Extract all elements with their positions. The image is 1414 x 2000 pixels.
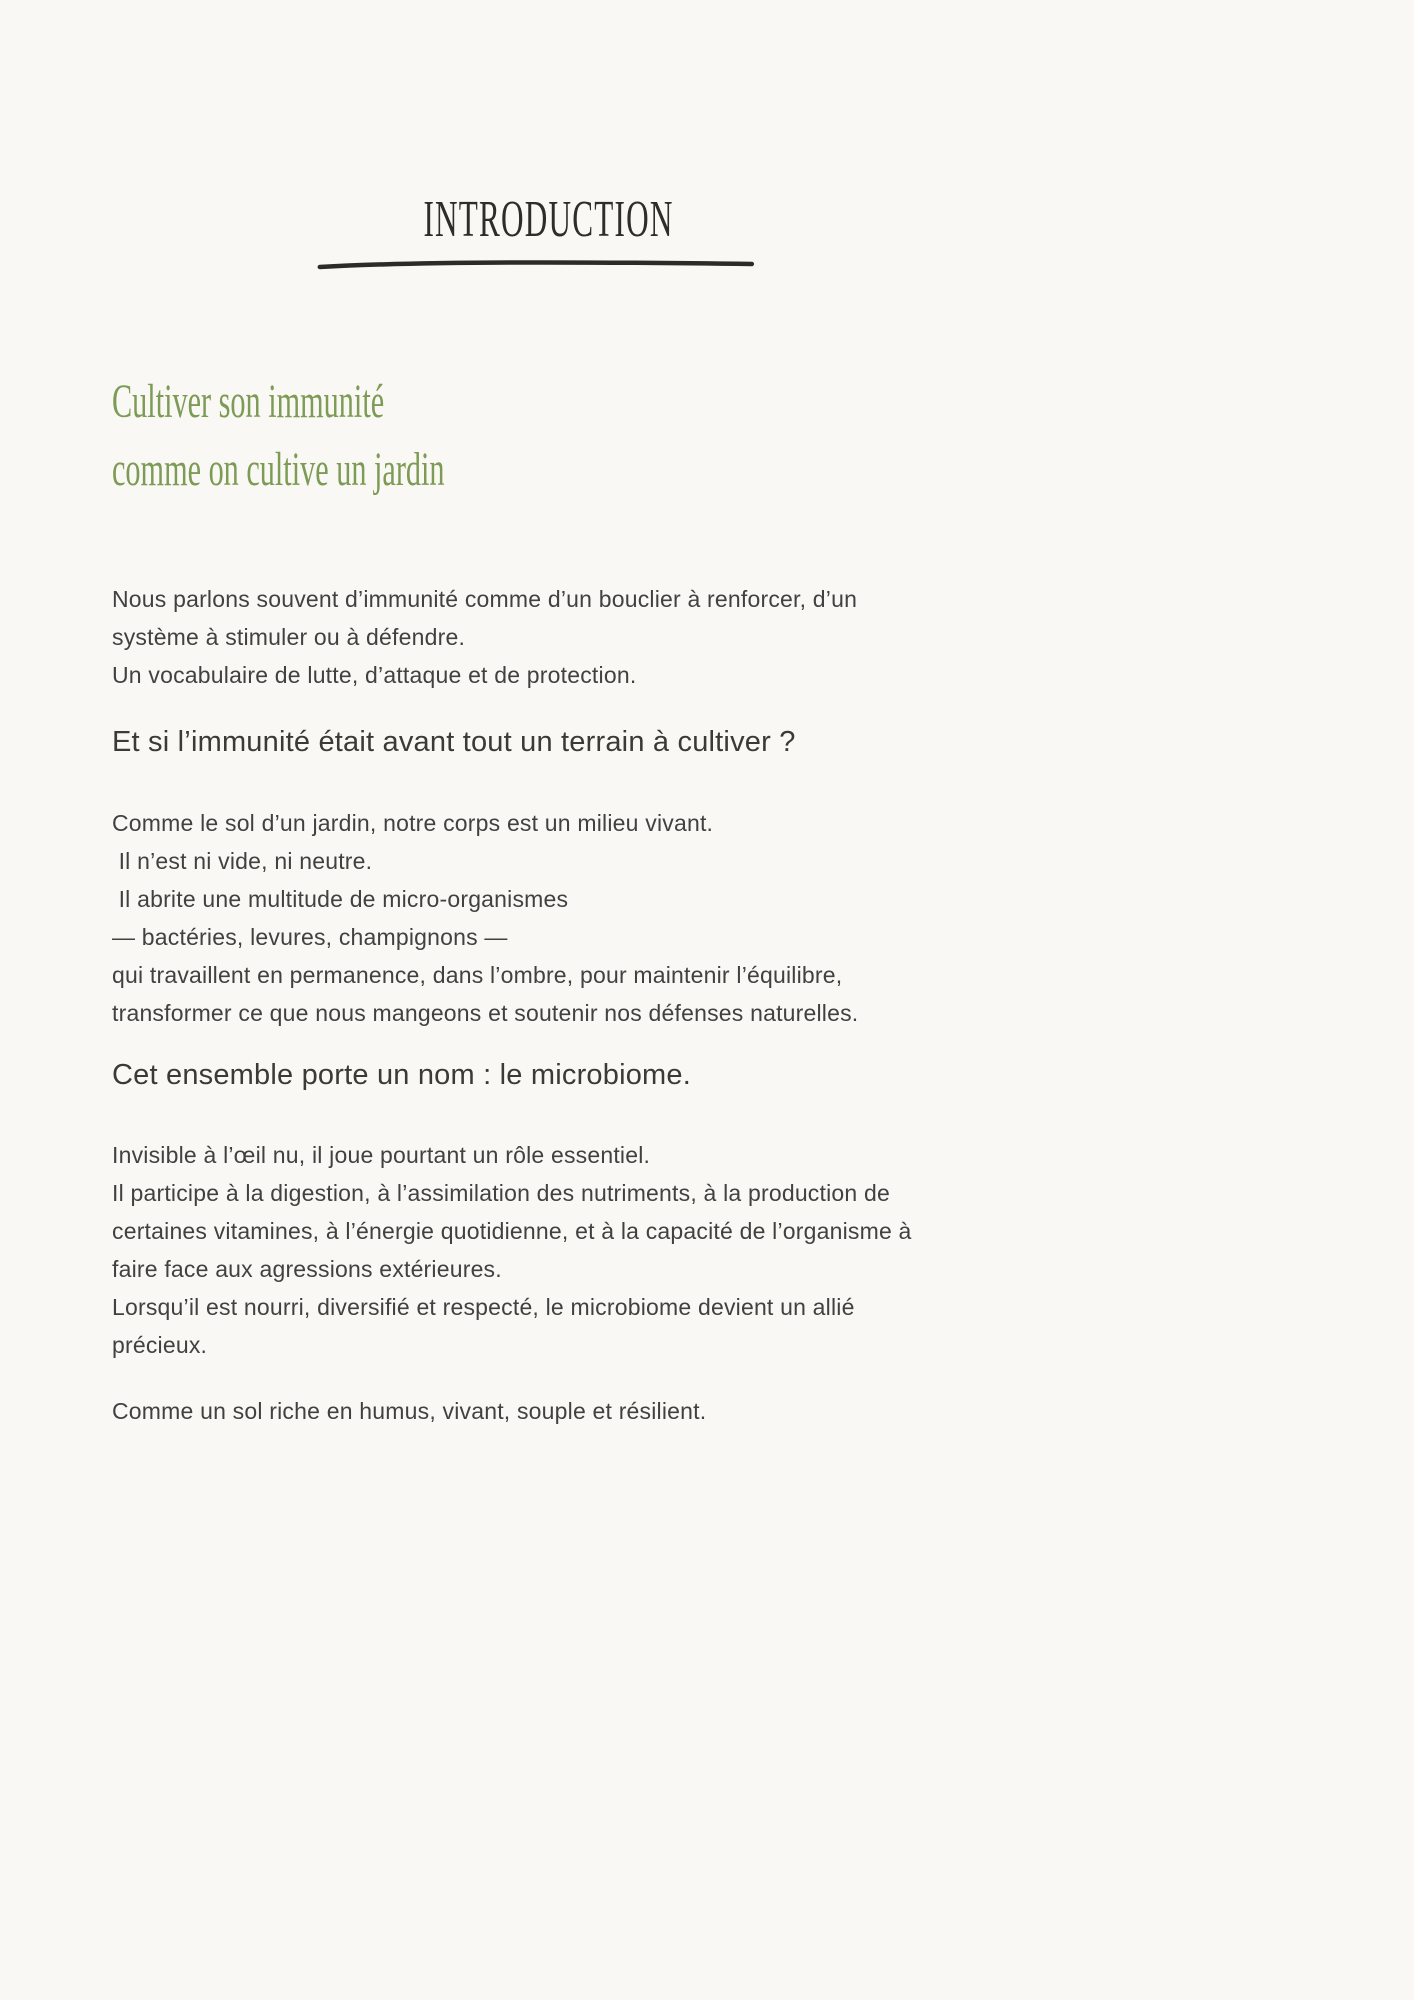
subheading-microbiome: Cet ensemble porte un nom : le microbiome.	[112, 1059, 691, 1091]
text-line: — bactéries, levures, champignons —	[112, 924, 508, 950]
title-underline-stroke	[315, 258, 755, 272]
paragraph-4	[112, 1392, 985, 1430]
text-line: Comme le sol d’un jardin, notre corps est un milieu vivant.	[112, 810, 714, 836]
text-line: Invisible à l’œil nu, il joue pourtant un rôle essentiel.	[112, 1142, 651, 1168]
text-line: système à stimuler ou à défendre.	[112, 624, 466, 650]
section-heading-line-1: Cultiver son immunité	[112, 375, 385, 428]
text-line: qui travaillent en permanence, dans l’ombre, pour maintenir l’équilibre,	[112, 962, 843, 988]
title-block	[112, 191, 985, 248]
text-line: Il participe à la digestion, à l’assimilation des nutriments, à la production de	[112, 1180, 890, 1206]
text-line: faire face aux agressions extérieures.	[112, 1256, 502, 1282]
paragraph-1	[112, 580, 985, 694]
text-line: Un vocabulaire de lutte, d’attaque et de protection.	[112, 662, 637, 688]
section-heading-line-2: comme on cultive un jardin	[112, 443, 445, 497]
text-line: Lorsqu’il est nourri, diversifié et respecté, le microbiome devient un allié	[112, 1294, 855, 1320]
subheading-terrain: Et si l’immunité était avant tout un terrain à cultiver ?	[112, 726, 796, 758]
paragraph-3	[112, 1136, 985, 1364]
text-line: Il abrite une multitude de micro-organismes	[112, 886, 569, 912]
page-title: INTRODUCTION	[423, 191, 674, 248]
text-line: Comme un sol riche en humus, vivant, souple et résilient.	[112, 1398, 707, 1424]
section-heading	[112, 368, 445, 504]
paragraph-2	[112, 804, 985, 1032]
text-line: transformer ce que nous mangeons et soutenir nos défenses naturelles.	[112, 1000, 859, 1026]
content-column	[112, 0, 985, 2000]
text-line: certaines vitamines, à l’énergie quotidienne, et à la capacité de l’organisme à	[112, 1218, 912, 1244]
text-line: Nous parlons souvent d’immunité comme d’un bouclier à renforcer, d’un	[112, 586, 858, 612]
text-line: Il n’est ni vide, ni neutre.	[112, 848, 373, 874]
text-line: précieux.	[112, 1332, 208, 1358]
